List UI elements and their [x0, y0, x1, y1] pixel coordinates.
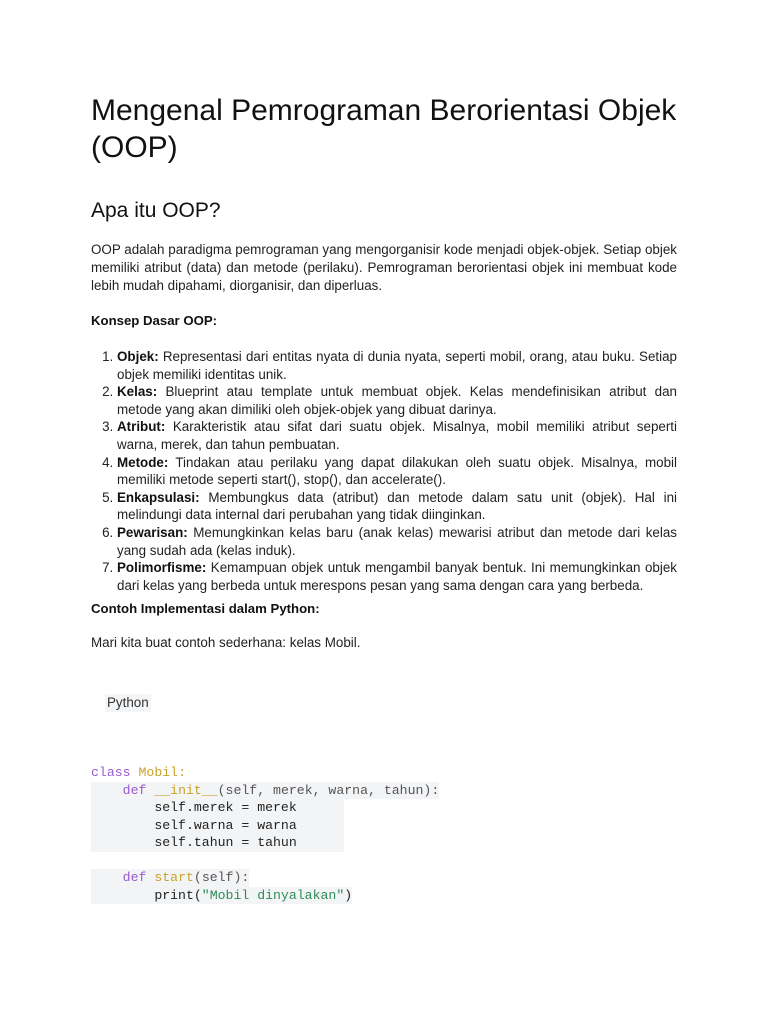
list-item	[117, 524, 677, 559]
code-function-name: __init__	[154, 782, 218, 798]
concept-term: Metode:	[117, 454, 169, 470]
concept-term: Objek:	[117, 349, 159, 364]
example-intro: Mari kita buat contoh sederhana: kelas Mobil.	[91, 635, 361, 651]
code-statement: self.merek = merek	[154, 800, 297, 816]
list-item	[117, 348, 677, 383]
code-statement: self.warna = warna	[154, 817, 297, 833]
concept-desc: Tindakan atau perilaku yang dapat dilakukan oleh suatu objek. Misalnya, mobil memiliki metode seperti start(), stop(), dan accelerate().	[117, 454, 677, 488]
code-function-name: start	[154, 870, 194, 886]
concepts-list	[91, 348, 677, 594]
page-title: Mengenal Pemrograman Berorientasi Objek (OOP)	[91, 94, 677, 164]
code-language-label: Python	[107, 695, 149, 711]
concept-desc: Blueprint atau template untuk membuat objek. Kelas mendefinisikan atribut dan metode yang akan dimiliki oleh objek-objek yang dibuat darinya.	[117, 384, 677, 417]
code-keyword: def	[122, 782, 147, 798]
list-item	[117, 559, 677, 594]
code-call: print(	[154, 887, 202, 903]
code-line-class	[91, 764, 186, 782]
code-line-merek	[91, 799, 344, 817]
code-call-close: )	[344, 887, 353, 903]
code-params: (self, merek, warna, tahun):	[217, 782, 440, 798]
intro-paragraph: OOP adalah paradigma pemrograman yang mengorganisir kode menjadi objek-objek. Setiap objek memiliki atribut (data) dan metode (perilaku). Pemrograman berorientasi objek ini membuat kode lebih mudah dipahami, diorganisir, dan diperluas.	[91, 242, 677, 293]
code-params: (self):	[193, 870, 250, 886]
concept-term: Atribut:	[117, 419, 166, 435]
concept-desc: Representasi dari entitas nyata di dunia nyata, seperti mobil, orang, atau buku. Setiap objek memiliki identitas unik.	[117, 349, 677, 382]
code-line-start	[91, 869, 249, 887]
concept-desc: Kemampuan objek untuk mengambil banyak bentuk. Ini memungkinkan objek dari kelas yang berbeda untuk merespons pesan yang sama dengan cara yang berbeda.	[117, 560, 677, 593]
code-class-name: Mobil:	[138, 765, 186, 781]
code-keyword: def	[122, 870, 147, 886]
concept-desc: Memungkinkan kelas baru (anak kelas) mewarisi atribut dan metode dari kelas yang sudah ada (kelas induk).	[117, 524, 677, 558]
concept-term: Polimorfisme:	[117, 560, 207, 576]
section-heading: Apa itu OOP?	[91, 199, 221, 222]
code-line-warna	[91, 817, 344, 835]
concept-term: Enkapsulasi:	[117, 489, 200, 505]
code-line-print	[91, 887, 352, 905]
code-line-tahun	[91, 834, 344, 852]
concept-term: Pewarisan:	[117, 524, 188, 540]
document-content	[91, 92, 677, 904]
list-item	[117, 418, 677, 453]
code-keyword: class	[91, 765, 131, 781]
list-item	[117, 489, 677, 524]
concept-desc: Membungkus data (atribut) dan metode dalam satu unit (objek). Hal ini melindungi data internal dari perubahan yang tidak diinginkan.	[117, 489, 677, 523]
concept-term: Kelas:	[117, 384, 158, 400]
code-block	[91, 764, 677, 904]
concepts-heading: Konsep Dasar OOP:	[91, 313, 218, 328]
list-item	[117, 454, 677, 489]
list-item	[117, 383, 677, 418]
example-heading: Contoh Implementasi dalam Python:	[91, 601, 320, 617]
code-string: "Mobil dinyalakan"	[201, 887, 345, 903]
code-line-init	[91, 782, 439, 800]
concept-desc: Karakteristik atau sifat dari suatu objek. Misalnya, mobil memiliki atribut seperti warna, merek, dan tahun pembuatan.	[117, 419, 677, 452]
code-statement: self.tahun = tahun	[154, 835, 297, 851]
